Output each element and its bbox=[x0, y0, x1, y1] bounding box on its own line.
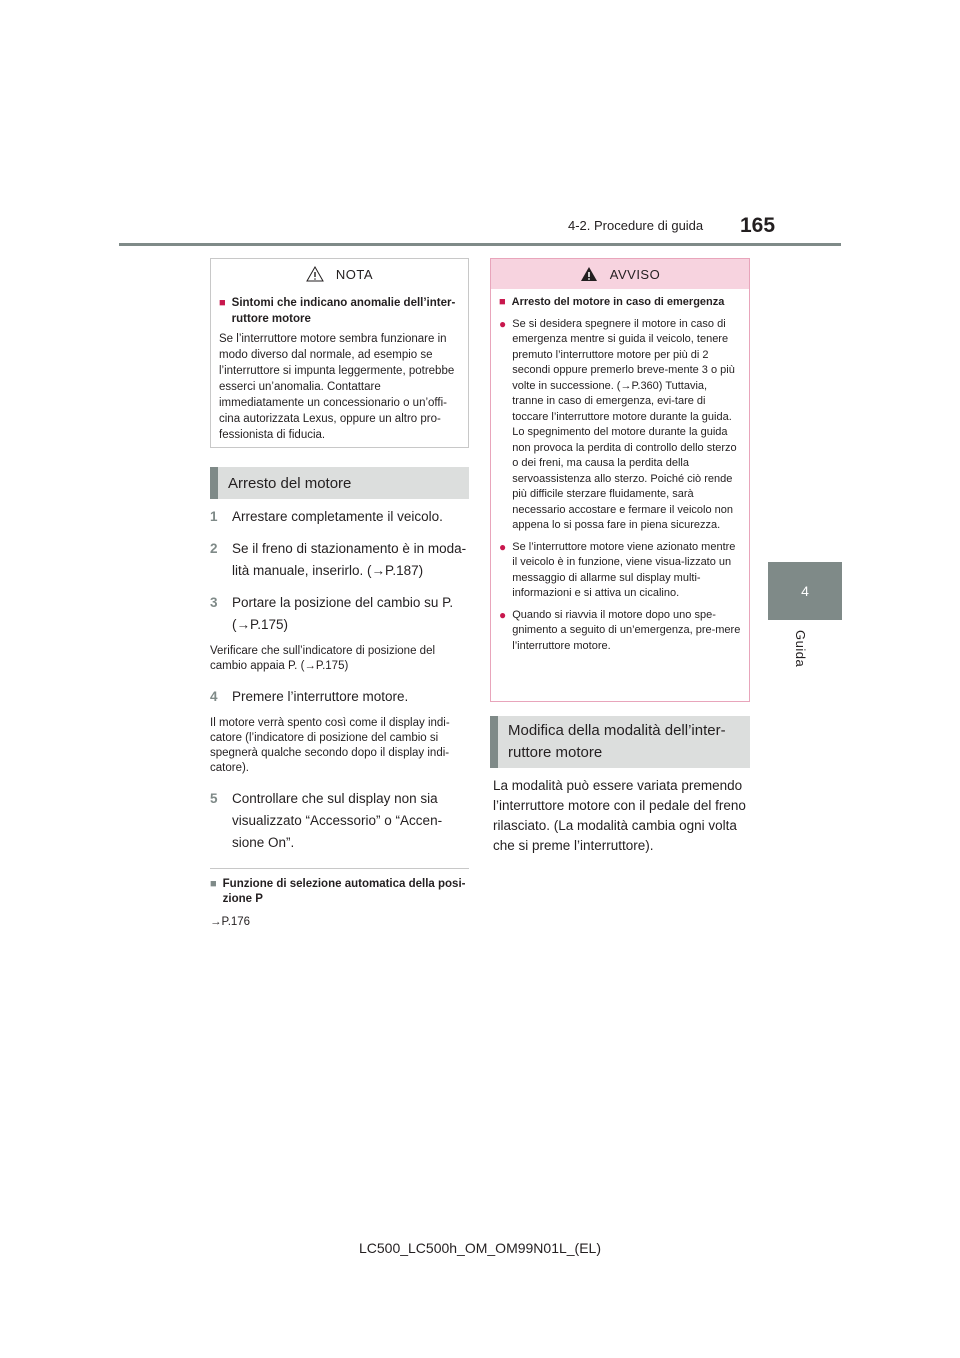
step-item: 2 Se il freno di stazionamento è in moda-lità manuale, inserirlo. (→P.187) bbox=[210, 541, 467, 578]
avviso-bullet: ● Se si desidera spegnere il motore in caso di emergenza mentre si guida il veicolo, tenere premuto l’interruttore motore per più di 2 secondi oppure premerlo breve-mente 3 o più volte in successione. (→P.360) Tuttavia, tranne in caso di emergenza, evi-tare di toccare l’interruttore motore durante la guida. Lo spegnimento del motore durante la guida non provoca la perdita di controllo dello sterzo o dei freni, ma causa la perdita della servoassistenza allo sterzo. Poiché ciò rende più difficile sterzare fluidamente, sarà necessario accostare e fermare il veicolo non appena lo si possa fare in piena sicurezza. bbox=[499, 317, 741, 534]
step-4-note: Il motore verrà spento così come il display indi-catore (l’indicatore di posizione del cambio si spegnerà qualche secondo dopo il display indi-catore). bbox=[210, 717, 450, 774]
circle-bullet-icon: ● bbox=[499, 316, 507, 331]
avviso-box-header bbox=[491, 259, 749, 289]
arresto-steps bbox=[210, 506, 469, 930]
circle-bullet-icon: ● bbox=[499, 607, 507, 622]
step-3-note: Verificare che sull’indicatore di posizione del cambio appaia P. (→P.175) bbox=[210, 645, 436, 672]
auto-p-heading: ■ Funzione di selezione automatica della posi-zione P bbox=[210, 878, 466, 905]
circle-bullet-icon: ● bbox=[499, 539, 507, 554]
nota-subtitle: Sintomi che indicano anomalie dell’inter-ruttore motore bbox=[231, 297, 456, 325]
chapter-tab: 4 bbox=[768, 562, 842, 620]
nota-body bbox=[211, 289, 468, 453]
square-bullet-icon: ■ bbox=[219, 297, 226, 309]
document-code: LC500_LC500h_OM_OM99N01L_(EL) bbox=[358, 1240, 602, 1256]
header-rule bbox=[119, 243, 841, 246]
section-heading-arresto: Arresto del motore bbox=[210, 467, 469, 499]
step-item: 5 Controllare che sul display non sia visualizzato “Accessorio” o “Accen-sione On”. bbox=[210, 791, 443, 850]
avviso-bullet: ● Quando si riavvia il motore dopo uno spe-gnimento a seguito di un’emergenza, pre-mere l’interruttore motore. bbox=[499, 608, 741, 655]
avviso-subtitle: Arresto del motore in caso di emergenza bbox=[511, 296, 725, 308]
warning-triangle-icon bbox=[580, 266, 598, 282]
square-bullet-icon: ■ bbox=[499, 296, 506, 308]
avviso-title: AVVISO bbox=[609, 266, 661, 282]
step-item: 4 Premere l’interruttore motore. bbox=[210, 689, 409, 704]
step-item: 3 Portare la posizione del cambio su P. (→P.175) bbox=[210, 595, 454, 632]
auto-p-reference: →P.176 bbox=[210, 916, 251, 928]
step-item: 1 Arrestare completamente il veicolo. bbox=[210, 509, 443, 524]
avviso-body bbox=[491, 289, 749, 670]
nota-text: Se l’interruttore motore sembra funzionare in modo diverso dal normale, ad esempio se l’interruttore si impunta leggermente, potrebbe esserci un’anomalia. Contattare immediatamente un concessionario o un’offi-cina autorizzata Lexus, oppure un altro pro-fessionista di fiducia. bbox=[219, 333, 455, 441]
page-number: 165 bbox=[740, 214, 776, 237]
square-bullet-icon: ■ bbox=[210, 878, 217, 890]
avviso-box bbox=[490, 258, 750, 702]
modifica-text: La modalità può essere variata premendo l’interruttore motore con il pedale del freno rilasciato. (La modalità cambia ogni volta che si preme l’interruttore). bbox=[493, 778, 746, 853]
running-header: 4-2. Procedure di guida bbox=[568, 218, 704, 233]
section-heading-modifica: Modifica della modalità dell’inter-ruttore motore bbox=[490, 716, 750, 768]
nota-box-header bbox=[211, 259, 468, 289]
avviso-bullet: ● Se l’interruttore motore viene azionato mentre il veicolo è in funzione, viene visua-lizzato un messaggio di allarme sul display multi-informazioni e si attiva un cicalino. bbox=[499, 540, 741, 602]
chapter-label: Guida bbox=[793, 630, 808, 668]
section-divider bbox=[210, 868, 469, 869]
nota-title: NOTA bbox=[335, 266, 374, 282]
nota-box bbox=[210, 258, 469, 448]
caution-triangle-icon bbox=[306, 266, 324, 282]
